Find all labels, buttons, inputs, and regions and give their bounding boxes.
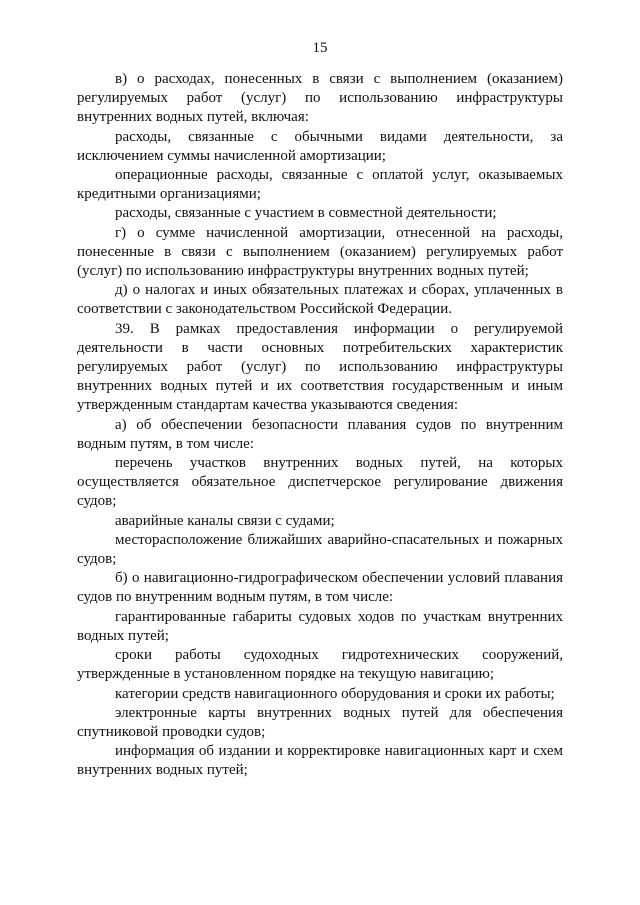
paragraph-g-amortization: г) о сумме начисленной амортизации, отнесенной на расходы, понесенные в связи с выполнением (оказанием) регулируемых работ (услуг) по использованию инфраструктуры внутренних водных путей; (77, 224, 563, 280)
paragraph-dispatch-sections: перечень участков внутренних водных путей, на которых осуществляется обязательное диспетчерское регулирование движения судов; (77, 455, 563, 510)
document-body (77, 70, 563, 781)
paragraph-a-safety: а) об обеспечении безопасности плавания судов по внутренним водным путям, в том числе: (77, 416, 563, 452)
paragraph-electronic-charts: электронные карты внутренних водных путей для обеспечения спутниковой проводки судов; (77, 704, 563, 740)
paragraph-joint-activity-expenses: расходы, связанные с участием в совместной деятельности; (115, 205, 497, 222)
paragraph-rescue-vessels: месторасположение ближайших аварийно-спасательных и пожарных судов; (77, 531, 563, 568)
page-number: 15 (312, 40, 328, 56)
paragraph-emergency-channels: аварийные каналы связи с судами; (115, 512, 335, 529)
paragraph-clause-39: 39. В рамках предоставления информации о регулируемой деятельности в части основных потребительских характеристик регулируемых работ (услуг) по использованию инфраструктуры внутренних водных путей и их соответствия государственным и иным утвержденным стандартам качества указываются сведения: (77, 320, 563, 414)
paragraph-d-taxes: д) о налогах и иных обязательных платежах и сборах, уплаченных в соответствии с законодательством Российской Федерации. (77, 282, 563, 318)
paragraph-b-navigation: б) о навигационно-гидрографическом обеспечении условий плавания судов по внутренним водным путям, в том числе: (77, 570, 563, 606)
paragraph-ordinary-expenses: расходы, связанные с обычными видами деятельности, за исключением суммы начисленной амортизации; (77, 128, 563, 164)
paragraph-guaranteed-dimensions: гарантированные габариты судовых ходов по участкам внутренних водных путей; (77, 608, 563, 644)
paragraph-chart-publishing: информация об издании и корректировке навигационных карт и схем внутренних водных путей; (77, 743, 563, 779)
paragraph-hydraulic-structures: сроки работы судоходных гидротехнических сооружений, утвержденные в установленном порядке на текущую навигацию; (77, 647, 563, 683)
paragraph-navigation-equipment: категории средств навигационного оборудования и сроки их работы; (115, 685, 555, 702)
paragraph-operating-expenses: операционные расходы, связанные с оплатой услуг, оказываемых кредитными организациями; (77, 167, 563, 203)
paragraph-v-expenses: в) о расходах, понесенных в связи с выполнением (оказанием) регулируемых работ (услуг) по использованию инфраструктуры внутренних водных путей, включая: (77, 71, 563, 126)
